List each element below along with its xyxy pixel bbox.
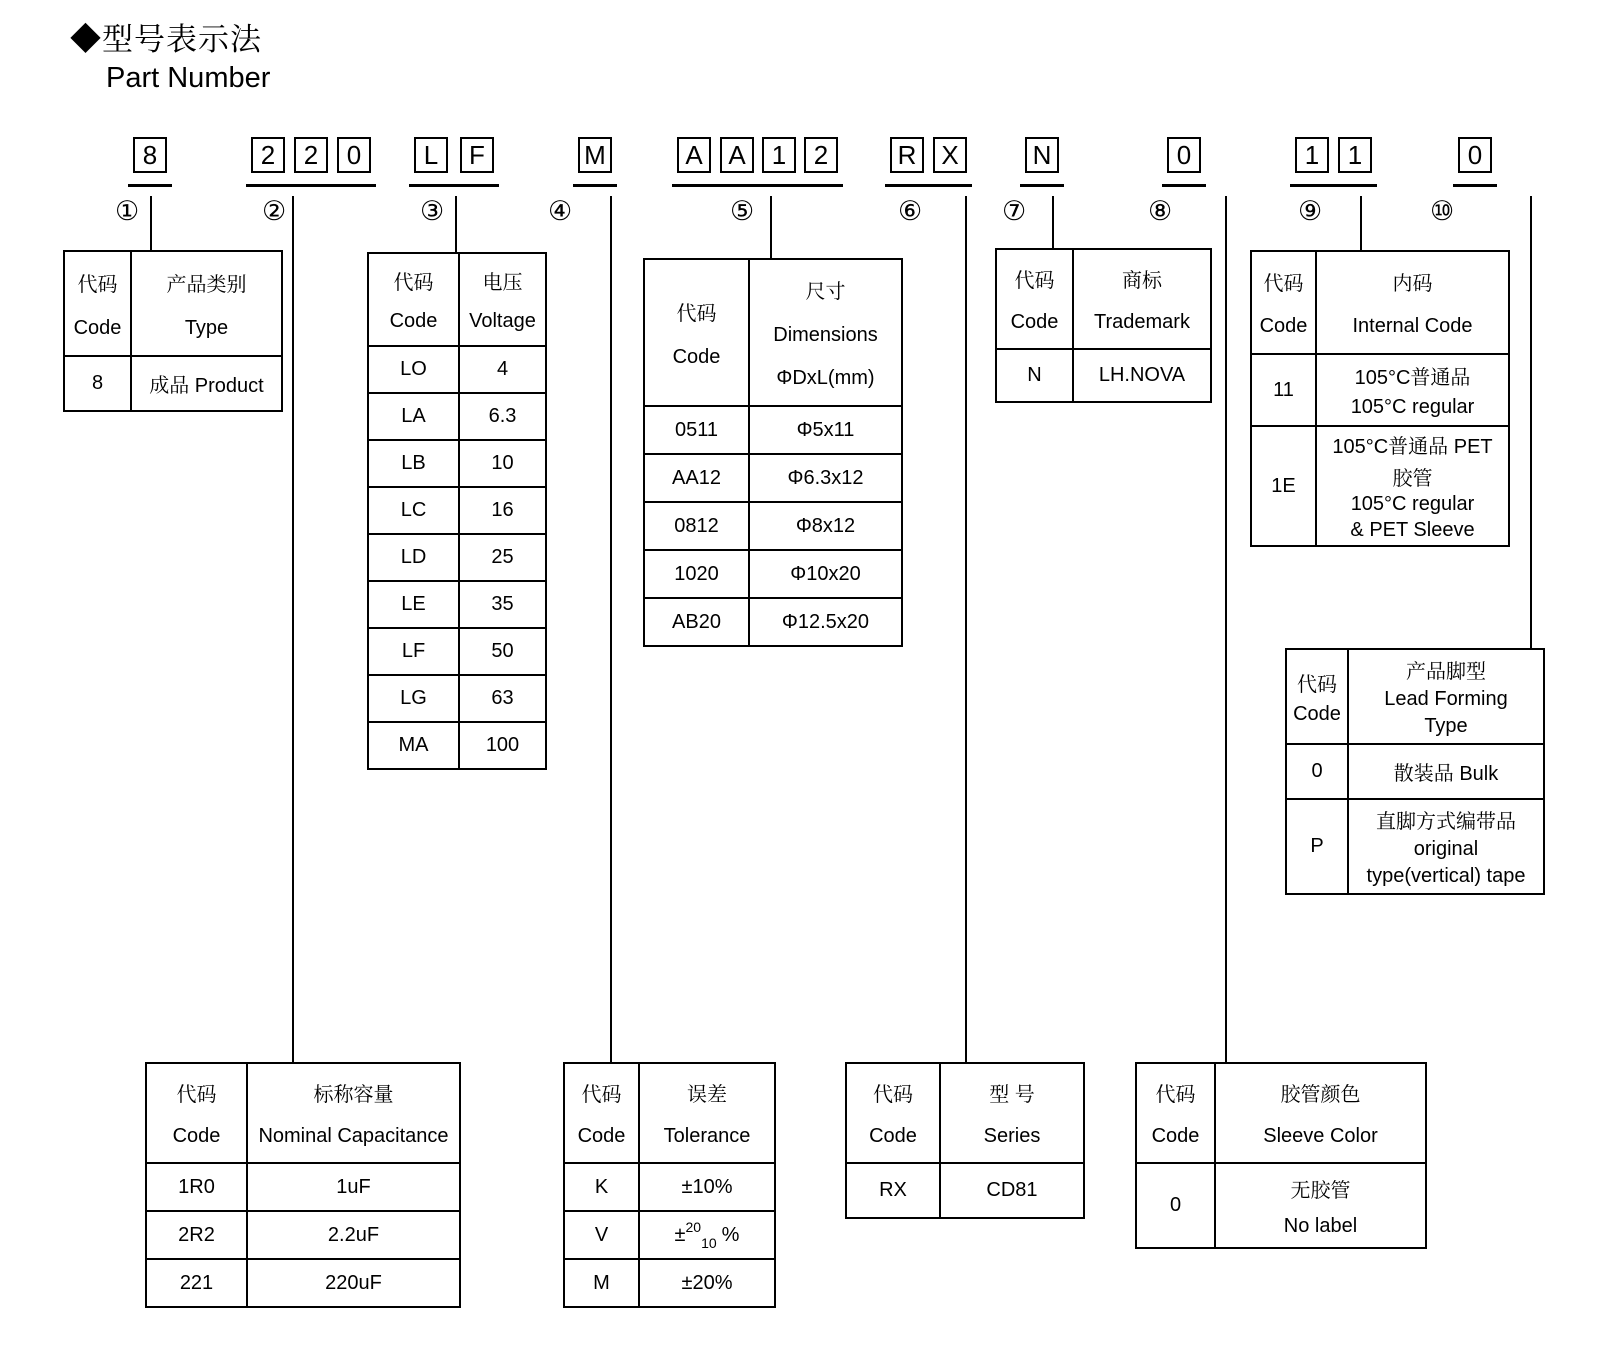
header-tolerance (639, 1063, 775, 1163)
table-row (644, 454, 902, 502)
connector-line (965, 196, 967, 1062)
header-zh: 误差 (687, 1084, 727, 1106)
connector-line (610, 196, 612, 1062)
header-lead-forming (1348, 649, 1544, 744)
value-cell: ±10% (639, 1163, 775, 1211)
value-cell: 100 (459, 722, 546, 769)
cell-line: 105°C regular (1350, 396, 1475, 418)
pn-box: A (677, 137, 711, 173)
connector-line (1530, 196, 1532, 648)
header-zh: 代码 (1297, 673, 1337, 696)
value-cell: ±20% (639, 1259, 775, 1307)
table-row (368, 253, 546, 346)
table-row (644, 598, 902, 646)
code-cell: LE (368, 581, 459, 628)
code-cell: 221 (146, 1259, 247, 1307)
value-cell: 6.3 (459, 393, 546, 440)
value-cell: Φ12.5x20 (749, 598, 902, 646)
connector-line (1052, 196, 1054, 248)
cell-line: 胶管 (1392, 467, 1433, 490)
table-row (368, 722, 546, 769)
pn-box: 1 (762, 137, 796, 173)
table-row (1136, 1163, 1426, 1248)
connector-line (770, 196, 772, 258)
table-row (64, 251, 282, 356)
table-row (368, 534, 546, 581)
code-cell: 0 (1136, 1163, 1215, 1248)
tolerance-pm: ± (674, 1224, 686, 1246)
header-zh: 商标 (1122, 270, 1162, 292)
header-code (1286, 649, 1348, 744)
header-code (1251, 251, 1316, 354)
code-cell: AB20 (644, 598, 749, 646)
header-en: Code (172, 1125, 221, 1147)
voltage-table (367, 252, 547, 770)
header-trademark (1073, 249, 1211, 349)
connector-line (455, 196, 457, 252)
header-zh: 标称容量 (313, 1084, 394, 1106)
group-marker: ⑥ (898, 196, 923, 226)
code-cell: LA (368, 393, 459, 440)
group-marker: ⑩ (1430, 196, 1455, 226)
value-cell: 散装品 Bulk (1348, 744, 1544, 799)
header-capacitance (247, 1063, 460, 1163)
table-row (368, 628, 546, 675)
header-zh: 代码 (77, 273, 118, 296)
value-cell: Φ6.3x12 (749, 454, 902, 502)
table-row (64, 356, 282, 411)
header-en: Code (672, 345, 721, 368)
code-cell: V (564, 1211, 639, 1259)
group-underline (1020, 184, 1064, 187)
header-en: Internal Code (1352, 315, 1473, 337)
group-marker: ⑧ (1148, 196, 1173, 226)
value-cell: Φ5x11 (749, 406, 902, 454)
table-row (368, 487, 546, 534)
table-row (1286, 799, 1544, 894)
header-type (131, 251, 282, 356)
header-sleeve-color (1215, 1063, 1426, 1163)
table-row (1286, 649, 1544, 744)
header-code (564, 1063, 639, 1163)
table-row (1251, 354, 1509, 426)
table-row (368, 440, 546, 487)
table-row (368, 346, 546, 393)
header-code (1136, 1063, 1215, 1163)
cell-line: 105°C普通品 (1354, 367, 1471, 389)
header-en: Code (577, 1125, 626, 1147)
pn-box: 2 (804, 137, 838, 173)
group-marker: ⑤ (730, 196, 755, 226)
product-type-table (63, 250, 283, 412)
header-zh: 胶管颜色 (1280, 1084, 1361, 1106)
code-cell: P (1286, 799, 1348, 894)
code-cell: AA12 (644, 454, 749, 502)
header-internal-code (1316, 251, 1509, 354)
table-row (146, 1211, 460, 1259)
capacitance-table (145, 1062, 461, 1308)
header-en: Code (73, 316, 122, 339)
group-underline (885, 184, 972, 187)
table-row (368, 393, 546, 440)
header-zh: 尺寸 (805, 281, 846, 303)
header-zh: 产品类别 (166, 273, 247, 296)
group-underline (1290, 184, 1377, 187)
header-en: Type (1424, 715, 1468, 738)
header-en: Code (1151, 1125, 1200, 1147)
table-row (1136, 1063, 1426, 1163)
connector-line (1225, 196, 1227, 1062)
pn-box: 8 (133, 137, 167, 173)
value-cell: Φ8x12 (749, 502, 902, 550)
group-underline (1453, 184, 1497, 187)
table-row (644, 502, 902, 550)
code-cell: 1R0 (146, 1163, 247, 1211)
header-zh: 代码 (873, 1084, 913, 1106)
table-row (644, 259, 902, 406)
pn-box: 0 (337, 137, 371, 173)
group-underline (246, 184, 376, 187)
sleeve-color-table (1135, 1062, 1427, 1249)
value-cell: 63 (459, 675, 546, 722)
header-en: Code (1259, 315, 1308, 337)
pn-box: 1 (1338, 137, 1372, 173)
series-table (845, 1062, 1085, 1219)
value-cell: CD81 (940, 1163, 1084, 1218)
table-row (368, 675, 546, 722)
pn-box: F (460, 137, 494, 173)
header-en: Voltage (469, 310, 536, 332)
value-cell (1348, 799, 1544, 894)
header-code (146, 1063, 247, 1163)
value-cell: 1uF (247, 1163, 460, 1211)
pn-box: R (890, 137, 924, 173)
lead-forming-table (1285, 648, 1545, 895)
code-cell: LF (368, 628, 459, 675)
code-cell: 1020 (644, 550, 749, 598)
connector-line (150, 196, 152, 250)
code-cell: LD (368, 534, 459, 581)
table-row (996, 349, 1211, 402)
table-row (146, 1063, 460, 1163)
header-en: Trademark (1094, 311, 1190, 333)
header-code (996, 249, 1073, 349)
tolerance-lower: 10 (701, 1235, 717, 1251)
value-cell (1316, 426, 1509, 546)
header-code (368, 253, 459, 346)
page-title-zh: ◆型号表示法 (70, 22, 262, 57)
pn-box: A (720, 137, 754, 173)
group-marker: ① (115, 196, 140, 226)
header-zh: 型 号 (989, 1084, 1035, 1106)
cell-line: & PET Sleeve (1350, 518, 1475, 541)
table-row (1286, 744, 1544, 799)
header-zh: 电压 (482, 272, 523, 294)
trademark-table (995, 248, 1212, 403)
cell-line: 无胶管 (1290, 1179, 1351, 1202)
dimensions-table (643, 258, 903, 647)
table-row (846, 1063, 1084, 1163)
code-cell: K (564, 1163, 639, 1211)
pn-box: N (1025, 137, 1059, 173)
value-cell: Φ10x20 (749, 550, 902, 598)
header-zh: 内码 (1392, 273, 1433, 295)
value-cell: 16 (459, 487, 546, 534)
code-cell: 2R2 (146, 1211, 247, 1259)
value-cell (1316, 354, 1509, 426)
tolerance-percent: % (721, 1224, 740, 1246)
code-cell: 11 (1251, 354, 1316, 426)
value-cell: 10 (459, 440, 546, 487)
code-cell: N (996, 349, 1073, 402)
header-en: Dimensions (773, 324, 878, 346)
table-row (564, 1063, 775, 1163)
pn-box: M (578, 137, 612, 173)
code-cell: 0812 (644, 502, 749, 550)
header-en: Lead Forming (1384, 687, 1508, 710)
header-zh: 代码 (581, 1084, 622, 1106)
header-zh: 代码 (393, 272, 434, 294)
cell-line: 直脚方式编带品 (1376, 810, 1516, 833)
pn-box: X (933, 137, 967, 173)
pn-box: 2 (251, 137, 285, 173)
header-series (940, 1063, 1084, 1163)
code-cell: 0511 (644, 406, 749, 454)
group-marker: ⑨ (1298, 196, 1323, 226)
cell-line: original (1413, 837, 1479, 860)
header-code (644, 259, 749, 406)
code-cell: RX (846, 1163, 940, 1218)
table-row (564, 1211, 775, 1259)
header-zh: 代码 (1155, 1084, 1196, 1106)
header-zh: 代码 (1014, 270, 1055, 292)
code-cell: M (564, 1259, 639, 1307)
tolerance-table (563, 1062, 776, 1308)
table-row (564, 1163, 775, 1211)
header-dimensions (749, 259, 902, 406)
group-marker: ③ (420, 196, 445, 226)
header-voltage (459, 253, 546, 346)
value-cell: 220uF (247, 1259, 460, 1307)
header-en: Code (869, 1125, 917, 1147)
cell-line: 105°C regular (1350, 493, 1475, 516)
value-cell (639, 1211, 775, 1259)
connector-line (292, 196, 294, 1062)
group-underline (672, 184, 843, 187)
cell-line: 105°C普通品 PET (1332, 436, 1493, 459)
pn-box: 0 (1458, 137, 1492, 173)
table-row (1251, 426, 1509, 546)
header-code (846, 1063, 940, 1163)
code-cell: LO (368, 346, 459, 393)
page-title-en: Part Number (106, 62, 271, 94)
code-cell: LC (368, 487, 459, 534)
group-marker: ④ (548, 196, 573, 226)
table-row (368, 581, 546, 628)
connector-line (1360, 196, 1362, 250)
table-row (1251, 251, 1509, 354)
value-cell: 2.2uF (247, 1211, 460, 1259)
pn-box: 1 (1295, 137, 1329, 173)
group-marker: ② (262, 196, 287, 226)
table-row (146, 1163, 460, 1211)
header-en: Tolerance (663, 1125, 751, 1147)
cell-line: type(vertical) tape (1366, 865, 1526, 888)
table-row (846, 1163, 1084, 1218)
value-cell (1215, 1163, 1426, 1248)
header-zh: 代码 (176, 1084, 217, 1106)
pn-box: 2 (294, 137, 328, 173)
header-en: Code (1293, 702, 1341, 725)
header-zh: 产品脚型 (1406, 660, 1486, 683)
value-cell: LH.NOVA (1073, 349, 1211, 402)
pn-box: 0 (1167, 137, 1201, 173)
header-unit: ΦDxL(mm) (776, 367, 875, 389)
value-cell: 成品 Product (131, 356, 282, 411)
code-cell: MA (368, 722, 459, 769)
header-zh: 代码 (1263, 273, 1304, 295)
group-marker: ⑦ (1002, 196, 1027, 226)
code-cell: LG (368, 675, 459, 722)
header-en: Type (184, 316, 229, 339)
value-cell: 4 (459, 346, 546, 393)
internal-code-table (1250, 250, 1510, 547)
code-cell: 8 (64, 356, 131, 411)
header-en: Code (389, 310, 438, 332)
group-underline (128, 184, 172, 187)
code-cell: 1E (1251, 426, 1316, 546)
group-underline (409, 184, 499, 187)
table-row (644, 406, 902, 454)
group-underline (573, 184, 617, 187)
value-cell: 50 (459, 628, 546, 675)
group-underline (1162, 184, 1206, 187)
table-row (996, 249, 1211, 349)
header-code (64, 251, 131, 356)
header-zh: 代码 (676, 302, 717, 325)
header-en: Series (983, 1125, 1041, 1147)
tolerance-upper: 20 (685, 1219, 702, 1235)
table-row (146, 1259, 460, 1307)
header-en: Sleeve Color (1263, 1125, 1378, 1147)
pn-box: L (414, 137, 448, 173)
header-en: Nominal Capacitance (258, 1125, 449, 1147)
code-cell: 0 (1286, 744, 1348, 799)
code-cell: LB (368, 440, 459, 487)
table-row (564, 1259, 775, 1307)
header-en: Code (1010, 311, 1059, 333)
table-row (644, 550, 902, 598)
value-cell: 25 (459, 534, 546, 581)
value-cell: 35 (459, 581, 546, 628)
cell-line: No label (1283, 1214, 1358, 1237)
